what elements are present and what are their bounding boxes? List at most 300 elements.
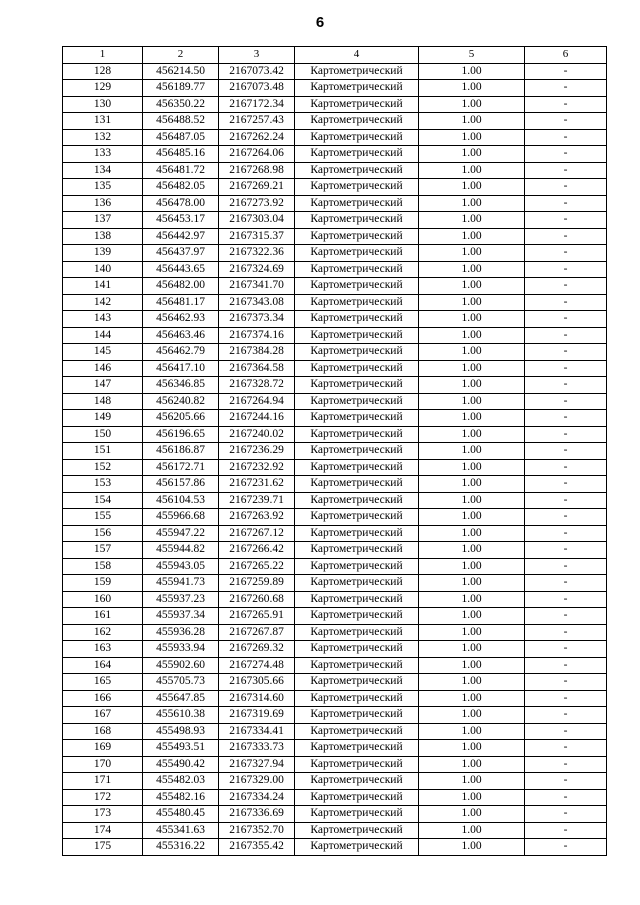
- cell-point-number: 159: [63, 575, 143, 592]
- cell-point-number: 165: [63, 674, 143, 691]
- cell-y-coordinate: 2167260.68: [219, 591, 295, 608]
- cell-note: -: [525, 410, 607, 427]
- cell-accuracy: 1.00: [419, 63, 525, 80]
- table-row: [63, 542, 607, 559]
- cell-y-coordinate: 2167239.71: [219, 492, 295, 509]
- cell-accuracy: 1.00: [419, 509, 525, 526]
- table-row: [63, 393, 607, 410]
- cell-point-number: 170: [63, 756, 143, 773]
- cell-y-coordinate: 2167384.28: [219, 344, 295, 361]
- cell-accuracy: 1.00: [419, 344, 525, 361]
- cell-x-coordinate: 456443.65: [143, 261, 219, 278]
- cell-x-coordinate: 456463.46: [143, 327, 219, 344]
- cell-method: Картометрический: [295, 641, 419, 658]
- cell-x-coordinate: 455705.73: [143, 674, 219, 691]
- cell-note: -: [525, 443, 607, 460]
- cell-note: -: [525, 459, 607, 476]
- cell-method: Картометрический: [295, 426, 419, 443]
- cell-point-number: 138: [63, 228, 143, 245]
- table-row: [63, 806, 607, 823]
- cell-accuracy: 1.00: [419, 740, 525, 757]
- cell-accuracy: 1.00: [419, 641, 525, 658]
- cell-method: Картометрический: [295, 410, 419, 427]
- cell-point-number: 158: [63, 558, 143, 575]
- table-row: [63, 558, 607, 575]
- cell-note: -: [525, 179, 607, 196]
- table-row: [63, 657, 607, 674]
- table-row: [63, 113, 607, 130]
- cell-accuracy: 1.00: [419, 443, 525, 460]
- cell-point-number: 169: [63, 740, 143, 757]
- cell-y-coordinate: 2167269.32: [219, 641, 295, 658]
- cell-accuracy: 1.00: [419, 311, 525, 328]
- cell-y-coordinate: 2167236.29: [219, 443, 295, 460]
- cell-y-coordinate: 2167336.69: [219, 806, 295, 823]
- cell-accuracy: 1.00: [419, 525, 525, 542]
- cell-accuracy: 1.00: [419, 608, 525, 625]
- cell-x-coordinate: 455943.05: [143, 558, 219, 575]
- cell-accuracy: 1.00: [419, 80, 525, 97]
- cell-point-number: 141: [63, 278, 143, 295]
- cell-y-coordinate: 2167324.69: [219, 261, 295, 278]
- table-row: [63, 162, 607, 179]
- cell-accuracy: 1.00: [419, 773, 525, 790]
- cell-point-number: 145: [63, 344, 143, 361]
- cell-method: Картометрический: [295, 146, 419, 163]
- table-row: [63, 327, 607, 344]
- table-row: [63, 723, 607, 740]
- cell-note: -: [525, 558, 607, 575]
- cell-point-number: 163: [63, 641, 143, 658]
- cell-accuracy: 1.00: [419, 113, 525, 130]
- cell-x-coordinate: 455933.94: [143, 641, 219, 658]
- cell-point-number: 147: [63, 377, 143, 394]
- cell-method: Картометрический: [295, 690, 419, 707]
- cell-note: -: [525, 245, 607, 262]
- cell-x-coordinate: 455490.42: [143, 756, 219, 773]
- table-row: [63, 344, 607, 361]
- column-header-5: 5: [419, 47, 525, 64]
- cell-y-coordinate: 2167267.12: [219, 525, 295, 542]
- cell-point-number: 174: [63, 822, 143, 839]
- cell-y-coordinate: 2167269.21: [219, 179, 295, 196]
- cell-x-coordinate: 455493.51: [143, 740, 219, 757]
- cell-accuracy: 1.00: [419, 674, 525, 691]
- cell-x-coordinate: 455316.22: [143, 839, 219, 856]
- cell-x-coordinate: 456104.53: [143, 492, 219, 509]
- cell-point-number: 142: [63, 294, 143, 311]
- cell-accuracy: 1.00: [419, 690, 525, 707]
- cell-note: -: [525, 624, 607, 641]
- cell-method: Картометрический: [295, 789, 419, 806]
- cell-point-number: 129: [63, 80, 143, 97]
- cell-point-number: 135: [63, 179, 143, 196]
- cell-method: Картометрический: [295, 723, 419, 740]
- cell-note: -: [525, 608, 607, 625]
- cell-note: -: [525, 162, 607, 179]
- cell-note: -: [525, 806, 607, 823]
- cell-accuracy: 1.00: [419, 492, 525, 509]
- cell-accuracy: 1.00: [419, 591, 525, 608]
- cell-y-coordinate: 2167319.69: [219, 707, 295, 724]
- table-row: [63, 608, 607, 625]
- cell-point-number: 149: [63, 410, 143, 427]
- cell-note: -: [525, 195, 607, 212]
- cell-method: Картометрический: [295, 327, 419, 344]
- column-header-3: 3: [219, 47, 295, 64]
- table-row: [63, 278, 607, 295]
- table-row: [63, 426, 607, 443]
- cell-accuracy: 1.00: [419, 228, 525, 245]
- cell-x-coordinate: 455941.73: [143, 575, 219, 592]
- cell-accuracy: 1.00: [419, 426, 525, 443]
- cell-y-coordinate: 2167333.73: [219, 740, 295, 757]
- cell-note: -: [525, 377, 607, 394]
- cell-note: -: [525, 756, 607, 773]
- cell-point-number: 132: [63, 129, 143, 146]
- cell-point-number: 161: [63, 608, 143, 625]
- cell-accuracy: 1.00: [419, 179, 525, 196]
- cell-point-number: 137: [63, 212, 143, 229]
- cell-method: Картометрический: [295, 113, 419, 130]
- cell-point-number: 150: [63, 426, 143, 443]
- table-row: [63, 756, 607, 773]
- cell-x-coordinate: 456240.82: [143, 393, 219, 410]
- cell-x-coordinate: 455937.23: [143, 591, 219, 608]
- table-row: [63, 839, 607, 856]
- cell-note: -: [525, 129, 607, 146]
- cell-method: Картометрический: [295, 311, 419, 328]
- cell-y-coordinate: 2167364.58: [219, 360, 295, 377]
- cell-point-number: 139: [63, 245, 143, 262]
- cell-method: Картометрический: [295, 162, 419, 179]
- cell-x-coordinate: 456189.77: [143, 80, 219, 97]
- cell-accuracy: 1.00: [419, 822, 525, 839]
- cell-accuracy: 1.00: [419, 839, 525, 856]
- cell-point-number: 153: [63, 476, 143, 493]
- cell-note: -: [525, 80, 607, 97]
- cell-note: -: [525, 311, 607, 328]
- cell-method: Картометрический: [295, 839, 419, 856]
- table-row: [63, 261, 607, 278]
- cell-point-number: 156: [63, 525, 143, 542]
- cell-method: Картометрический: [295, 195, 419, 212]
- table-row: [63, 80, 607, 97]
- table-row: [63, 591, 607, 608]
- cell-x-coordinate: 456196.65: [143, 426, 219, 443]
- cell-point-number: 172: [63, 789, 143, 806]
- cell-method: Картометрический: [295, 624, 419, 641]
- table-row: [63, 624, 607, 641]
- cell-y-coordinate: 2167266.42: [219, 542, 295, 559]
- cell-method: Картометрический: [295, 542, 419, 559]
- cell-x-coordinate: 456478.00: [143, 195, 219, 212]
- cell-note: -: [525, 360, 607, 377]
- cell-note: -: [525, 492, 607, 509]
- table-row: [63, 459, 607, 476]
- cell-method: Картометрический: [295, 212, 419, 229]
- cell-x-coordinate: 456462.93: [143, 311, 219, 328]
- cell-note: -: [525, 591, 607, 608]
- cell-method: Картометрический: [295, 245, 419, 262]
- cell-y-coordinate: 2167231.62: [219, 476, 295, 493]
- cell-note: -: [525, 278, 607, 295]
- cell-accuracy: 1.00: [419, 146, 525, 163]
- cell-y-coordinate: 2167327.94: [219, 756, 295, 773]
- table-row: [63, 294, 607, 311]
- cell-x-coordinate: 456462.79: [143, 344, 219, 361]
- cell-note: -: [525, 294, 607, 311]
- cell-note: -: [525, 707, 607, 724]
- cell-y-coordinate: 2167273.92: [219, 195, 295, 212]
- cell-method: Картометрический: [295, 707, 419, 724]
- cell-y-coordinate: 2167265.22: [219, 558, 295, 575]
- cell-accuracy: 1.00: [419, 558, 525, 575]
- cell-method: Картометрический: [295, 179, 419, 196]
- cell-note: -: [525, 575, 607, 592]
- cell-point-number: 164: [63, 657, 143, 674]
- cell-note: -: [525, 740, 607, 757]
- table-row: [63, 245, 607, 262]
- cell-accuracy: 1.00: [419, 245, 525, 262]
- cell-x-coordinate: 455902.60: [143, 657, 219, 674]
- table-row: [63, 212, 607, 229]
- cell-y-coordinate: 2167265.91: [219, 608, 295, 625]
- cell-y-coordinate: 2167274.48: [219, 657, 295, 674]
- cell-point-number: 162: [63, 624, 143, 641]
- cell-method: Картометрический: [295, 63, 419, 80]
- cell-note: -: [525, 113, 607, 130]
- cell-y-coordinate: 2167374.16: [219, 327, 295, 344]
- cell-x-coordinate: 456481.17: [143, 294, 219, 311]
- table-row: [63, 410, 607, 427]
- cell-accuracy: 1.00: [419, 542, 525, 559]
- cell-note: -: [525, 228, 607, 245]
- cell-y-coordinate: 2167240.02: [219, 426, 295, 443]
- cell-point-number: 152: [63, 459, 143, 476]
- cell-point-number: 171: [63, 773, 143, 790]
- table-row: [63, 575, 607, 592]
- cell-x-coordinate: 455498.93: [143, 723, 219, 740]
- cell-method: Картометрический: [295, 278, 419, 295]
- cell-note: -: [525, 261, 607, 278]
- cell-y-coordinate: 2167329.00: [219, 773, 295, 790]
- cell-accuracy: 1.00: [419, 294, 525, 311]
- cell-x-coordinate: 456205.66: [143, 410, 219, 427]
- cell-y-coordinate: 2167257.43: [219, 113, 295, 130]
- table-row: [63, 773, 607, 790]
- cell-x-coordinate: 455937.34: [143, 608, 219, 625]
- cell-note: -: [525, 212, 607, 229]
- cell-note: -: [525, 146, 607, 163]
- cell-y-coordinate: 2167343.08: [219, 294, 295, 311]
- table-header-row: [63, 47, 607, 64]
- cell-y-coordinate: 2167341.70: [219, 278, 295, 295]
- cell-accuracy: 1.00: [419, 410, 525, 427]
- cell-x-coordinate: 455610.38: [143, 707, 219, 724]
- cell-y-coordinate: 2167073.42: [219, 63, 295, 80]
- cell-x-coordinate: 455482.03: [143, 773, 219, 790]
- cell-note: -: [525, 327, 607, 344]
- cell-y-coordinate: 2167263.92: [219, 509, 295, 526]
- cell-x-coordinate: 456350.22: [143, 96, 219, 113]
- table-row: [63, 740, 607, 757]
- cell-point-number: 143: [63, 311, 143, 328]
- cell-note: -: [525, 657, 607, 674]
- cell-accuracy: 1.00: [419, 459, 525, 476]
- cell-method: Картометрический: [295, 591, 419, 608]
- cell-method: Картометрический: [295, 575, 419, 592]
- cell-note: -: [525, 509, 607, 526]
- cell-x-coordinate: 456437.97: [143, 245, 219, 262]
- cell-method: Картометрический: [295, 393, 419, 410]
- table-row: [63, 96, 607, 113]
- cell-accuracy: 1.00: [419, 195, 525, 212]
- cell-method: Картометрический: [295, 80, 419, 97]
- cell-note: -: [525, 393, 607, 410]
- cell-point-number: 144: [63, 327, 143, 344]
- cell-method: Картометрический: [295, 756, 419, 773]
- cell-point-number: 128: [63, 63, 143, 80]
- table-row: [63, 674, 607, 691]
- cell-y-coordinate: 2167264.94: [219, 393, 295, 410]
- cell-point-number: 151: [63, 443, 143, 460]
- cell-x-coordinate: 455647.85: [143, 690, 219, 707]
- cell-accuracy: 1.00: [419, 162, 525, 179]
- cell-note: -: [525, 641, 607, 658]
- cell-accuracy: 1.00: [419, 129, 525, 146]
- cell-x-coordinate: 455936.28: [143, 624, 219, 641]
- cell-point-number: 160: [63, 591, 143, 608]
- cell-accuracy: 1.00: [419, 377, 525, 394]
- cell-accuracy: 1.00: [419, 360, 525, 377]
- cell-y-coordinate: 2167232.92: [219, 459, 295, 476]
- cell-note: -: [525, 542, 607, 559]
- cell-point-number: 130: [63, 96, 143, 113]
- table-row: [63, 525, 607, 542]
- cell-method: Картометрический: [295, 657, 419, 674]
- cell-y-coordinate: 2167322.36: [219, 245, 295, 262]
- table-row: [63, 360, 607, 377]
- cell-y-coordinate: 2167334.41: [219, 723, 295, 740]
- cell-method: Картометрический: [295, 459, 419, 476]
- cell-y-coordinate: 2167172.34: [219, 96, 295, 113]
- cell-accuracy: 1.00: [419, 624, 525, 641]
- coordinates-table: [62, 46, 607, 856]
- cell-point-number: 140: [63, 261, 143, 278]
- cell-accuracy: 1.00: [419, 756, 525, 773]
- cell-y-coordinate: 2167373.34: [219, 311, 295, 328]
- cell-note: -: [525, 344, 607, 361]
- table-row: [63, 146, 607, 163]
- cell-note: -: [525, 96, 607, 113]
- cell-y-coordinate: 2167259.89: [219, 575, 295, 592]
- table-row: [63, 63, 607, 80]
- table-row: [63, 179, 607, 196]
- table-row: [63, 492, 607, 509]
- cell-x-coordinate: 456157.86: [143, 476, 219, 493]
- cell-point-number: 157: [63, 542, 143, 559]
- cell-x-coordinate: 455947.22: [143, 525, 219, 542]
- cell-method: Картометрический: [295, 443, 419, 460]
- cell-x-coordinate: 456186.87: [143, 443, 219, 460]
- cell-x-coordinate: 455966.68: [143, 509, 219, 526]
- column-header-2: 2: [143, 47, 219, 64]
- table-row: [63, 641, 607, 658]
- cell-method: Картометрический: [295, 822, 419, 839]
- cell-y-coordinate: 2167315.37: [219, 228, 295, 245]
- cell-note: -: [525, 839, 607, 856]
- table-row: [63, 443, 607, 460]
- cell-x-coordinate: 456417.10: [143, 360, 219, 377]
- cell-accuracy: 1.00: [419, 806, 525, 823]
- table-row: [63, 822, 607, 839]
- cell-accuracy: 1.00: [419, 575, 525, 592]
- cell-x-coordinate: 456482.00: [143, 278, 219, 295]
- cell-x-coordinate: 455480.45: [143, 806, 219, 823]
- cell-method: Картометрический: [295, 806, 419, 823]
- cell-accuracy: 1.00: [419, 96, 525, 113]
- column-header-4: 4: [295, 47, 419, 64]
- cell-accuracy: 1.00: [419, 212, 525, 229]
- cell-method: Картометрический: [295, 129, 419, 146]
- cell-note: -: [525, 773, 607, 790]
- cell-note: -: [525, 789, 607, 806]
- cell-y-coordinate: 2167328.72: [219, 377, 295, 394]
- cell-point-number: 148: [63, 393, 143, 410]
- cell-x-coordinate: 456214.50: [143, 63, 219, 80]
- cell-x-coordinate: 456172.71: [143, 459, 219, 476]
- cell-note: -: [525, 426, 607, 443]
- cell-point-number: 166: [63, 690, 143, 707]
- cell-y-coordinate: 2167073.48: [219, 80, 295, 97]
- cell-y-coordinate: 2167268.98: [219, 162, 295, 179]
- cell-point-number: 131: [63, 113, 143, 130]
- cell-method: Картометрический: [295, 228, 419, 245]
- cell-y-coordinate: 2167314.60: [219, 690, 295, 707]
- table-row: [63, 129, 607, 146]
- cell-accuracy: 1.00: [419, 657, 525, 674]
- cell-method: Картометрический: [295, 509, 419, 526]
- cell-x-coordinate: 456487.05: [143, 129, 219, 146]
- table-row: [63, 707, 607, 724]
- cell-note: -: [525, 822, 607, 839]
- cell-point-number: 136: [63, 195, 143, 212]
- table-body: [63, 63, 607, 855]
- cell-y-coordinate: 2167303.04: [219, 212, 295, 229]
- cell-y-coordinate: 2167355.42: [219, 839, 295, 856]
- cell-point-number: 175: [63, 839, 143, 856]
- cell-method: Картометрический: [295, 608, 419, 625]
- cell-x-coordinate: 456453.17: [143, 212, 219, 229]
- cell-x-coordinate: 455341.63: [143, 822, 219, 839]
- cell-method: Картометрический: [295, 96, 419, 113]
- cell-y-coordinate: 2167244.16: [219, 410, 295, 427]
- table-row: [63, 195, 607, 212]
- cell-point-number: 167: [63, 707, 143, 724]
- cell-note: -: [525, 674, 607, 691]
- cell-method: Картометрический: [295, 360, 419, 377]
- cell-note: -: [525, 63, 607, 80]
- cell-x-coordinate: 455482.16: [143, 789, 219, 806]
- cell-x-coordinate: 456481.72: [143, 162, 219, 179]
- cell-accuracy: 1.00: [419, 789, 525, 806]
- cell-point-number: 155: [63, 509, 143, 526]
- cell-accuracy: 1.00: [419, 278, 525, 295]
- cell-x-coordinate: 455944.82: [143, 542, 219, 559]
- table-row: [63, 377, 607, 394]
- cell-point-number: 154: [63, 492, 143, 509]
